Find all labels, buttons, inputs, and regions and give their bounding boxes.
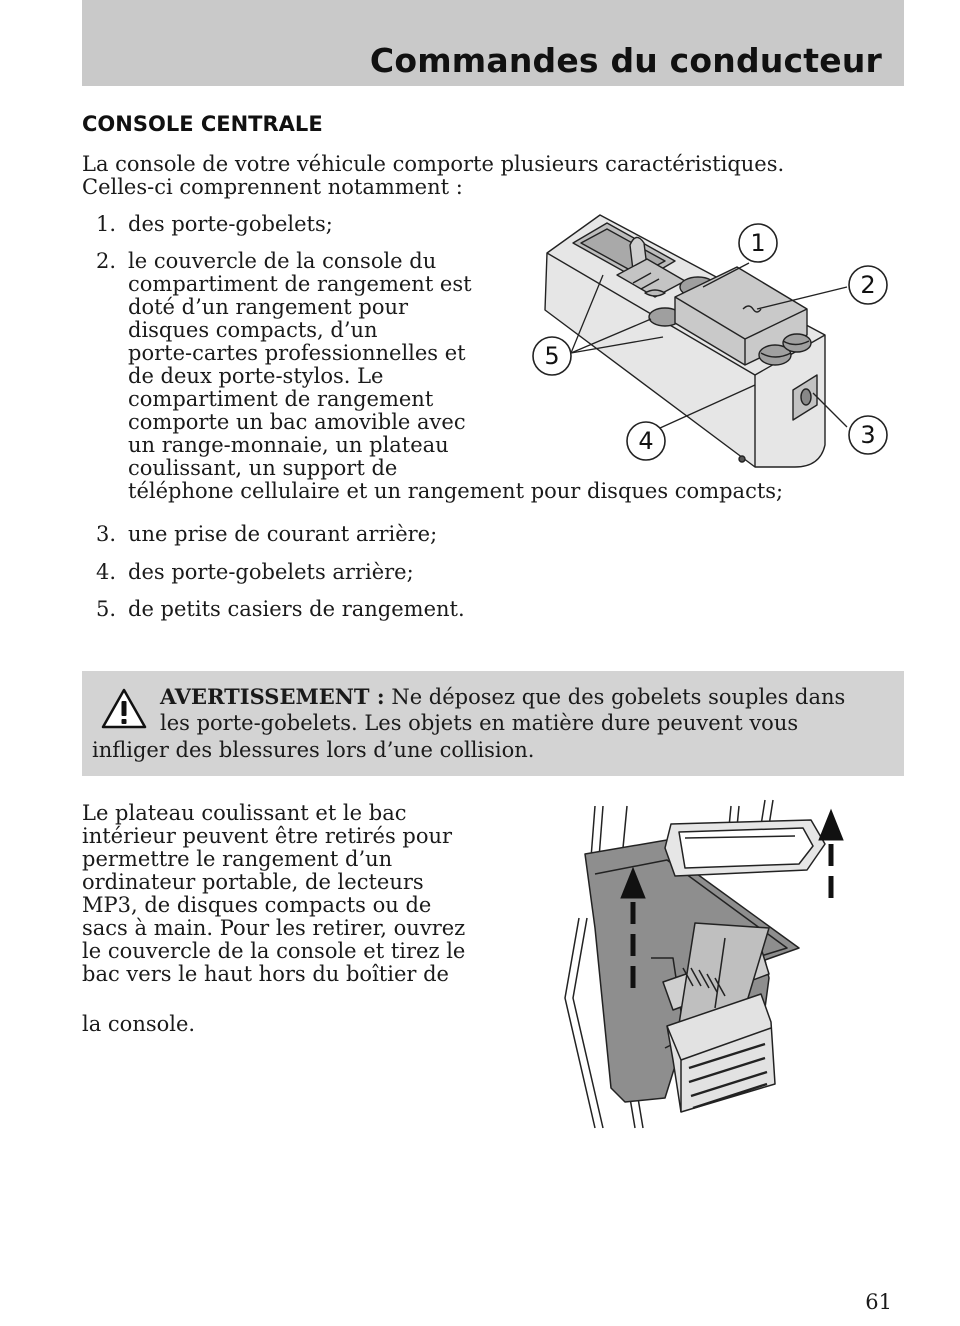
warning-line-1-text: Ne déposez que des gobelets souples dans — [391, 685, 846, 709]
paragraph-2-line: sacs à main. Pour les retirer, ouvrez — [82, 916, 466, 940]
list-item-1-number: 1. — [96, 212, 117, 236]
paragraph-2-line: le couvercle de la console et tirez le — [82, 939, 466, 963]
callout-5: 5 — [544, 342, 560, 370]
list-item-2-line: de deux porte-stylos. Le — [128, 364, 384, 388]
intro-line-2: Celles-ci comprennent notamment : — [82, 175, 463, 199]
list-item-2-line: téléphone cellulaire et un rangement pour disques compacts; — [128, 479, 784, 503]
section-heading: CONSOLE CENTRALE — [82, 112, 323, 136]
list-item-1-text: des porte-gobelets; — [128, 212, 333, 236]
list-item-2-line: le couvercle de la console du — [128, 249, 437, 273]
header-bar — [82, 0, 904, 86]
list-item-2-number: 2. — [96, 249, 117, 273]
list-item-3-number: 3. — [96, 522, 117, 546]
list-item-2-line: compartiment de rangement est — [128, 272, 472, 296]
paragraph-2-line: bac vers le haut hors du boîtier de — [82, 962, 449, 986]
list-item-2-line: un range-monnaie, un plateau — [128, 433, 449, 457]
list-item-2-line: comporte un bac amovible avec — [128, 410, 466, 434]
page-title: Commandes du conducteur — [369, 41, 882, 80]
paragraph-2-line: ordinateur portable, de lecteurs — [82, 870, 424, 894]
callout-2: 2 — [860, 271, 876, 299]
list-item-2-line: porte-cartes professionnelles et — [128, 341, 466, 365]
page-number: 61 — [865, 1290, 892, 1314]
paragraph-2-line: permettre le rangement d’un — [82, 847, 393, 871]
warning-triangle-icon — [100, 687, 148, 731]
list-item-3-text: une prise de courant arrière; — [128, 522, 438, 546]
callout-4: 4 — [638, 427, 654, 455]
console-diagram — [525, 205, 905, 485]
list-item-2-line: disques compacts, d’un — [128, 318, 378, 342]
paragraph-2-line: la console. — [82, 1012, 196, 1036]
callout-3: 3 — [860, 421, 876, 449]
list-item-2-line: doté d’un rangement pour — [128, 295, 409, 319]
intro-line-1: La console de votre véhicule comporte plusieurs caractéristiques. — [82, 152, 785, 176]
warning-label: AVERTISSEMENT : — [160, 684, 385, 709]
list-item-4-text: des porte-gobelets arrière; — [128, 560, 414, 584]
list-item-5-number: 5. — [96, 597, 117, 621]
callout-1: 1 — [750, 229, 766, 257]
paragraph-2-line: MP3, de disques compacts ou de — [82, 893, 432, 917]
list-item-5-text: de petits casiers de rangement. — [128, 597, 465, 621]
list-item-2-line: coulissant, un support de — [128, 456, 398, 480]
list-item-4-number: 4. — [96, 560, 117, 584]
warning-line-1 — [160, 686, 845, 708]
removable-bin-diagram — [555, 798, 855, 1138]
list-item-2-line: compartiment de rangement — [128, 387, 434, 411]
paragraph-2-line: Le plateau coulissant et le bac — [82, 801, 407, 825]
warning-line-2: les porte-gobelets. Les objets en matière dure peuvent vous — [160, 711, 799, 735]
paragraph-2-line: intérieur peuvent être retirés pour — [82, 824, 453, 848]
warning-line-3: infliger des blessures lors d’une collision. — [92, 738, 535, 762]
